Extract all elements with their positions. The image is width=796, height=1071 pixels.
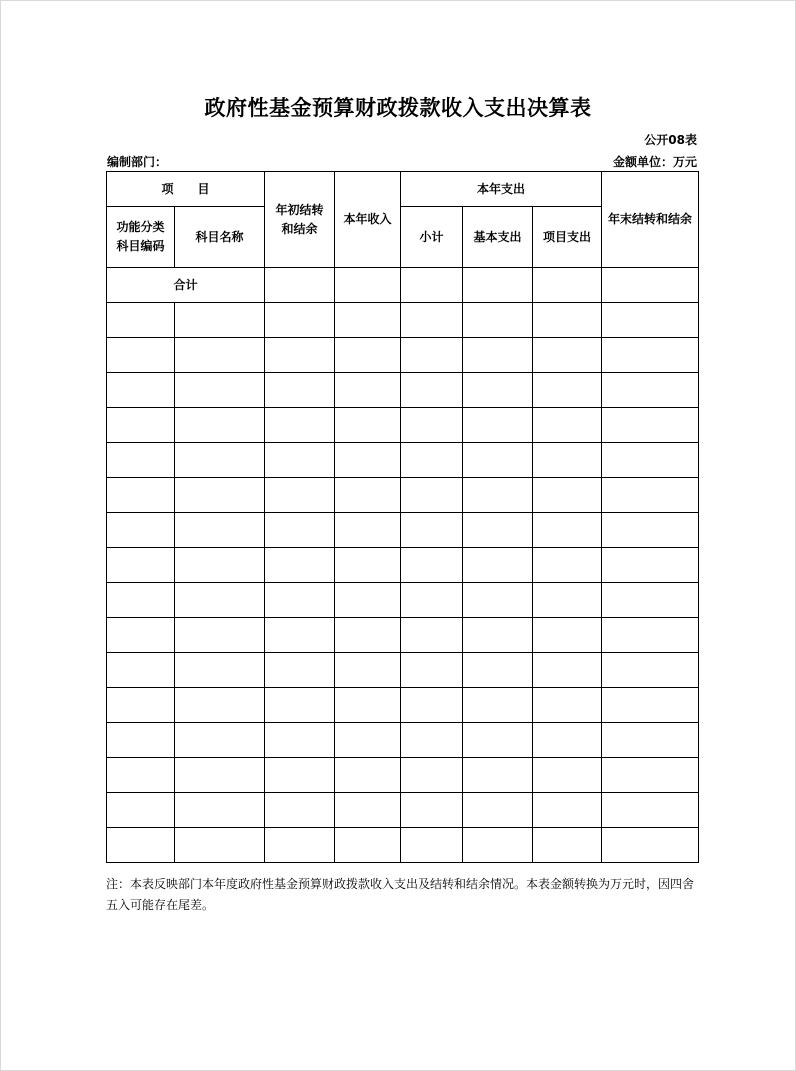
header-end-balance: 年末结转和结余 (602, 172, 699, 268)
table-cell (265, 443, 335, 478)
table-cell (175, 478, 265, 513)
table-cell (533, 688, 602, 723)
budget-table (106, 171, 699, 863)
header-basic: 基本支出 (463, 207, 533, 268)
table-cell (335, 548, 401, 583)
table-cell (463, 478, 533, 513)
table-cell (335, 513, 401, 548)
table-row (107, 828, 699, 863)
table-cell (463, 373, 533, 408)
table-cell (401, 338, 463, 373)
table-cell (463, 828, 533, 863)
table-cell (175, 408, 265, 443)
table-cell (533, 723, 602, 758)
table-cell (335, 653, 401, 688)
table-cell (533, 583, 602, 618)
table-cell (401, 828, 463, 863)
table-cell (335, 443, 401, 478)
table-cell (401, 478, 463, 513)
table-cell (401, 548, 463, 583)
table-cell (533, 793, 602, 828)
table-cell (265, 548, 335, 583)
table-cell (175, 583, 265, 618)
table-cell (533, 373, 602, 408)
table-cell (602, 793, 699, 828)
table-row (107, 758, 699, 793)
table-row (107, 373, 699, 408)
header-subject-name: 科目名称 (175, 207, 265, 268)
table-cell (335, 338, 401, 373)
table-cell (265, 793, 335, 828)
table-cell (602, 758, 699, 793)
table-number: 公开08表 (644, 133, 697, 147)
table-row (107, 478, 699, 513)
table-cell (463, 793, 533, 828)
table-cell (463, 268, 533, 303)
table-cell (335, 618, 401, 653)
table-cell (175, 618, 265, 653)
table-cell (533, 758, 602, 793)
table-cell (533, 513, 602, 548)
table-cell (533, 338, 602, 373)
table-cell (265, 723, 335, 758)
table-cell (533, 478, 602, 513)
table-cell (533, 303, 602, 338)
table-cell (175, 828, 265, 863)
table-cell (107, 583, 175, 618)
table-cell (265, 618, 335, 653)
table-cell (401, 583, 463, 618)
table-row (107, 443, 699, 478)
table-cell (107, 513, 175, 548)
header-row-1 (107, 172, 699, 207)
table-row (107, 723, 699, 758)
table-cell (335, 408, 401, 443)
total-label: 合计 (107, 268, 265, 303)
table-cell (602, 303, 699, 338)
table-cell (335, 268, 401, 303)
table-row (107, 688, 699, 723)
table-cell (602, 618, 699, 653)
table-cell (463, 408, 533, 443)
table-cell (335, 478, 401, 513)
table-cell (335, 583, 401, 618)
table-cell (463, 513, 533, 548)
table-cell (401, 723, 463, 758)
table-cell (175, 373, 265, 408)
table-cell (401, 303, 463, 338)
table-cell (401, 443, 463, 478)
table-cell (265, 653, 335, 688)
data-rows (107, 303, 699, 863)
table-cell (175, 338, 265, 373)
table-cell (401, 688, 463, 723)
table-cell (463, 303, 533, 338)
table-cell (107, 303, 175, 338)
table-cell (265, 758, 335, 793)
table-cell (602, 723, 699, 758)
table-cell (401, 653, 463, 688)
table-cell (602, 268, 699, 303)
header-expense: 本年支出 (401, 172, 602, 207)
table-cell (107, 723, 175, 758)
table-cell (602, 548, 699, 583)
table-cell (533, 548, 602, 583)
header-project: 项目支出 (533, 207, 602, 268)
table-cell (335, 723, 401, 758)
table-cell (175, 758, 265, 793)
table-cell (175, 653, 265, 688)
table-cell (265, 268, 335, 303)
table-cell (107, 408, 175, 443)
table-cell (602, 653, 699, 688)
table-cell (175, 443, 265, 478)
table-cell (401, 513, 463, 548)
table-cell (602, 338, 699, 373)
dept-label: 编制部门： (107, 155, 168, 169)
table-cell (107, 618, 175, 653)
table-cell (107, 688, 175, 723)
table-cell (533, 443, 602, 478)
table-cell (265, 408, 335, 443)
table-cell (463, 443, 533, 478)
table-row (107, 548, 699, 583)
table-row (107, 793, 699, 828)
table-row (107, 513, 699, 548)
table-cell (533, 618, 602, 653)
table-cell (107, 478, 175, 513)
table-cell (463, 583, 533, 618)
header-item: 项 目 (107, 172, 265, 207)
table-cell (463, 723, 533, 758)
unit-label: 金额单位：万元 (612, 155, 697, 169)
table-cell (463, 618, 533, 653)
table-cell (175, 793, 265, 828)
table-cell (107, 338, 175, 373)
table-cell (401, 758, 463, 793)
table-cell (463, 653, 533, 688)
table-cell (175, 688, 265, 723)
table-cell (107, 828, 175, 863)
table-cell (401, 618, 463, 653)
table-cell (265, 688, 335, 723)
table-cell (533, 268, 602, 303)
footnote: 注：本表反映部门本年度政府性基金预算财政拨款收入支出及结转和结余情况。本表金额转换为万元时，因四舍五入可能存在尾差。 (106, 877, 695, 912)
table-cell (602, 828, 699, 863)
table-cell (265, 338, 335, 373)
table-cell (401, 408, 463, 443)
table-cell (602, 513, 699, 548)
table-cell (463, 548, 533, 583)
table-cell (265, 478, 335, 513)
table-cell (107, 653, 175, 688)
table-cell (265, 828, 335, 863)
table-cell (107, 373, 175, 408)
table-cell (602, 688, 699, 723)
total-row (107, 268, 699, 303)
table-cell (107, 758, 175, 793)
table-cell (175, 513, 265, 548)
table-cell (335, 793, 401, 828)
table-cell (265, 373, 335, 408)
table-cell (265, 303, 335, 338)
table-cell (107, 793, 175, 828)
table-cell (533, 828, 602, 863)
table-row (107, 583, 699, 618)
table-cell (463, 338, 533, 373)
table-cell (533, 653, 602, 688)
table-cell (602, 408, 699, 443)
table-cell (175, 548, 265, 583)
table-cell (175, 723, 265, 758)
header-begin-balance: 年初结转和结余 (265, 172, 335, 268)
table-cell (401, 268, 463, 303)
table-cell (602, 443, 699, 478)
table-cell (533, 408, 602, 443)
header-income: 本年收入 (335, 172, 401, 268)
table-cell (335, 373, 401, 408)
table-cell (335, 828, 401, 863)
document-title: 政府性基金预算财政拨款收入支出决算表 (204, 95, 592, 120)
table-cell (335, 303, 401, 338)
table-cell (602, 478, 699, 513)
table-cell (107, 548, 175, 583)
table-cell (265, 583, 335, 618)
table-cell (602, 373, 699, 408)
table-row (107, 303, 699, 338)
table-cell (401, 373, 463, 408)
table-cell (175, 303, 265, 338)
table-cell (401, 793, 463, 828)
table-cell (463, 688, 533, 723)
table-row (107, 338, 699, 373)
header-func-code: 功能分类科目编码 (107, 207, 175, 268)
table-cell (463, 758, 533, 793)
table-cell (335, 758, 401, 793)
table-row (107, 408, 699, 443)
header-subtotal: 小计 (401, 207, 463, 268)
table-cell (602, 583, 699, 618)
table-cell (265, 513, 335, 548)
table-row (107, 653, 699, 688)
table-row (107, 618, 699, 653)
table-cell (107, 443, 175, 478)
table-cell (335, 688, 401, 723)
